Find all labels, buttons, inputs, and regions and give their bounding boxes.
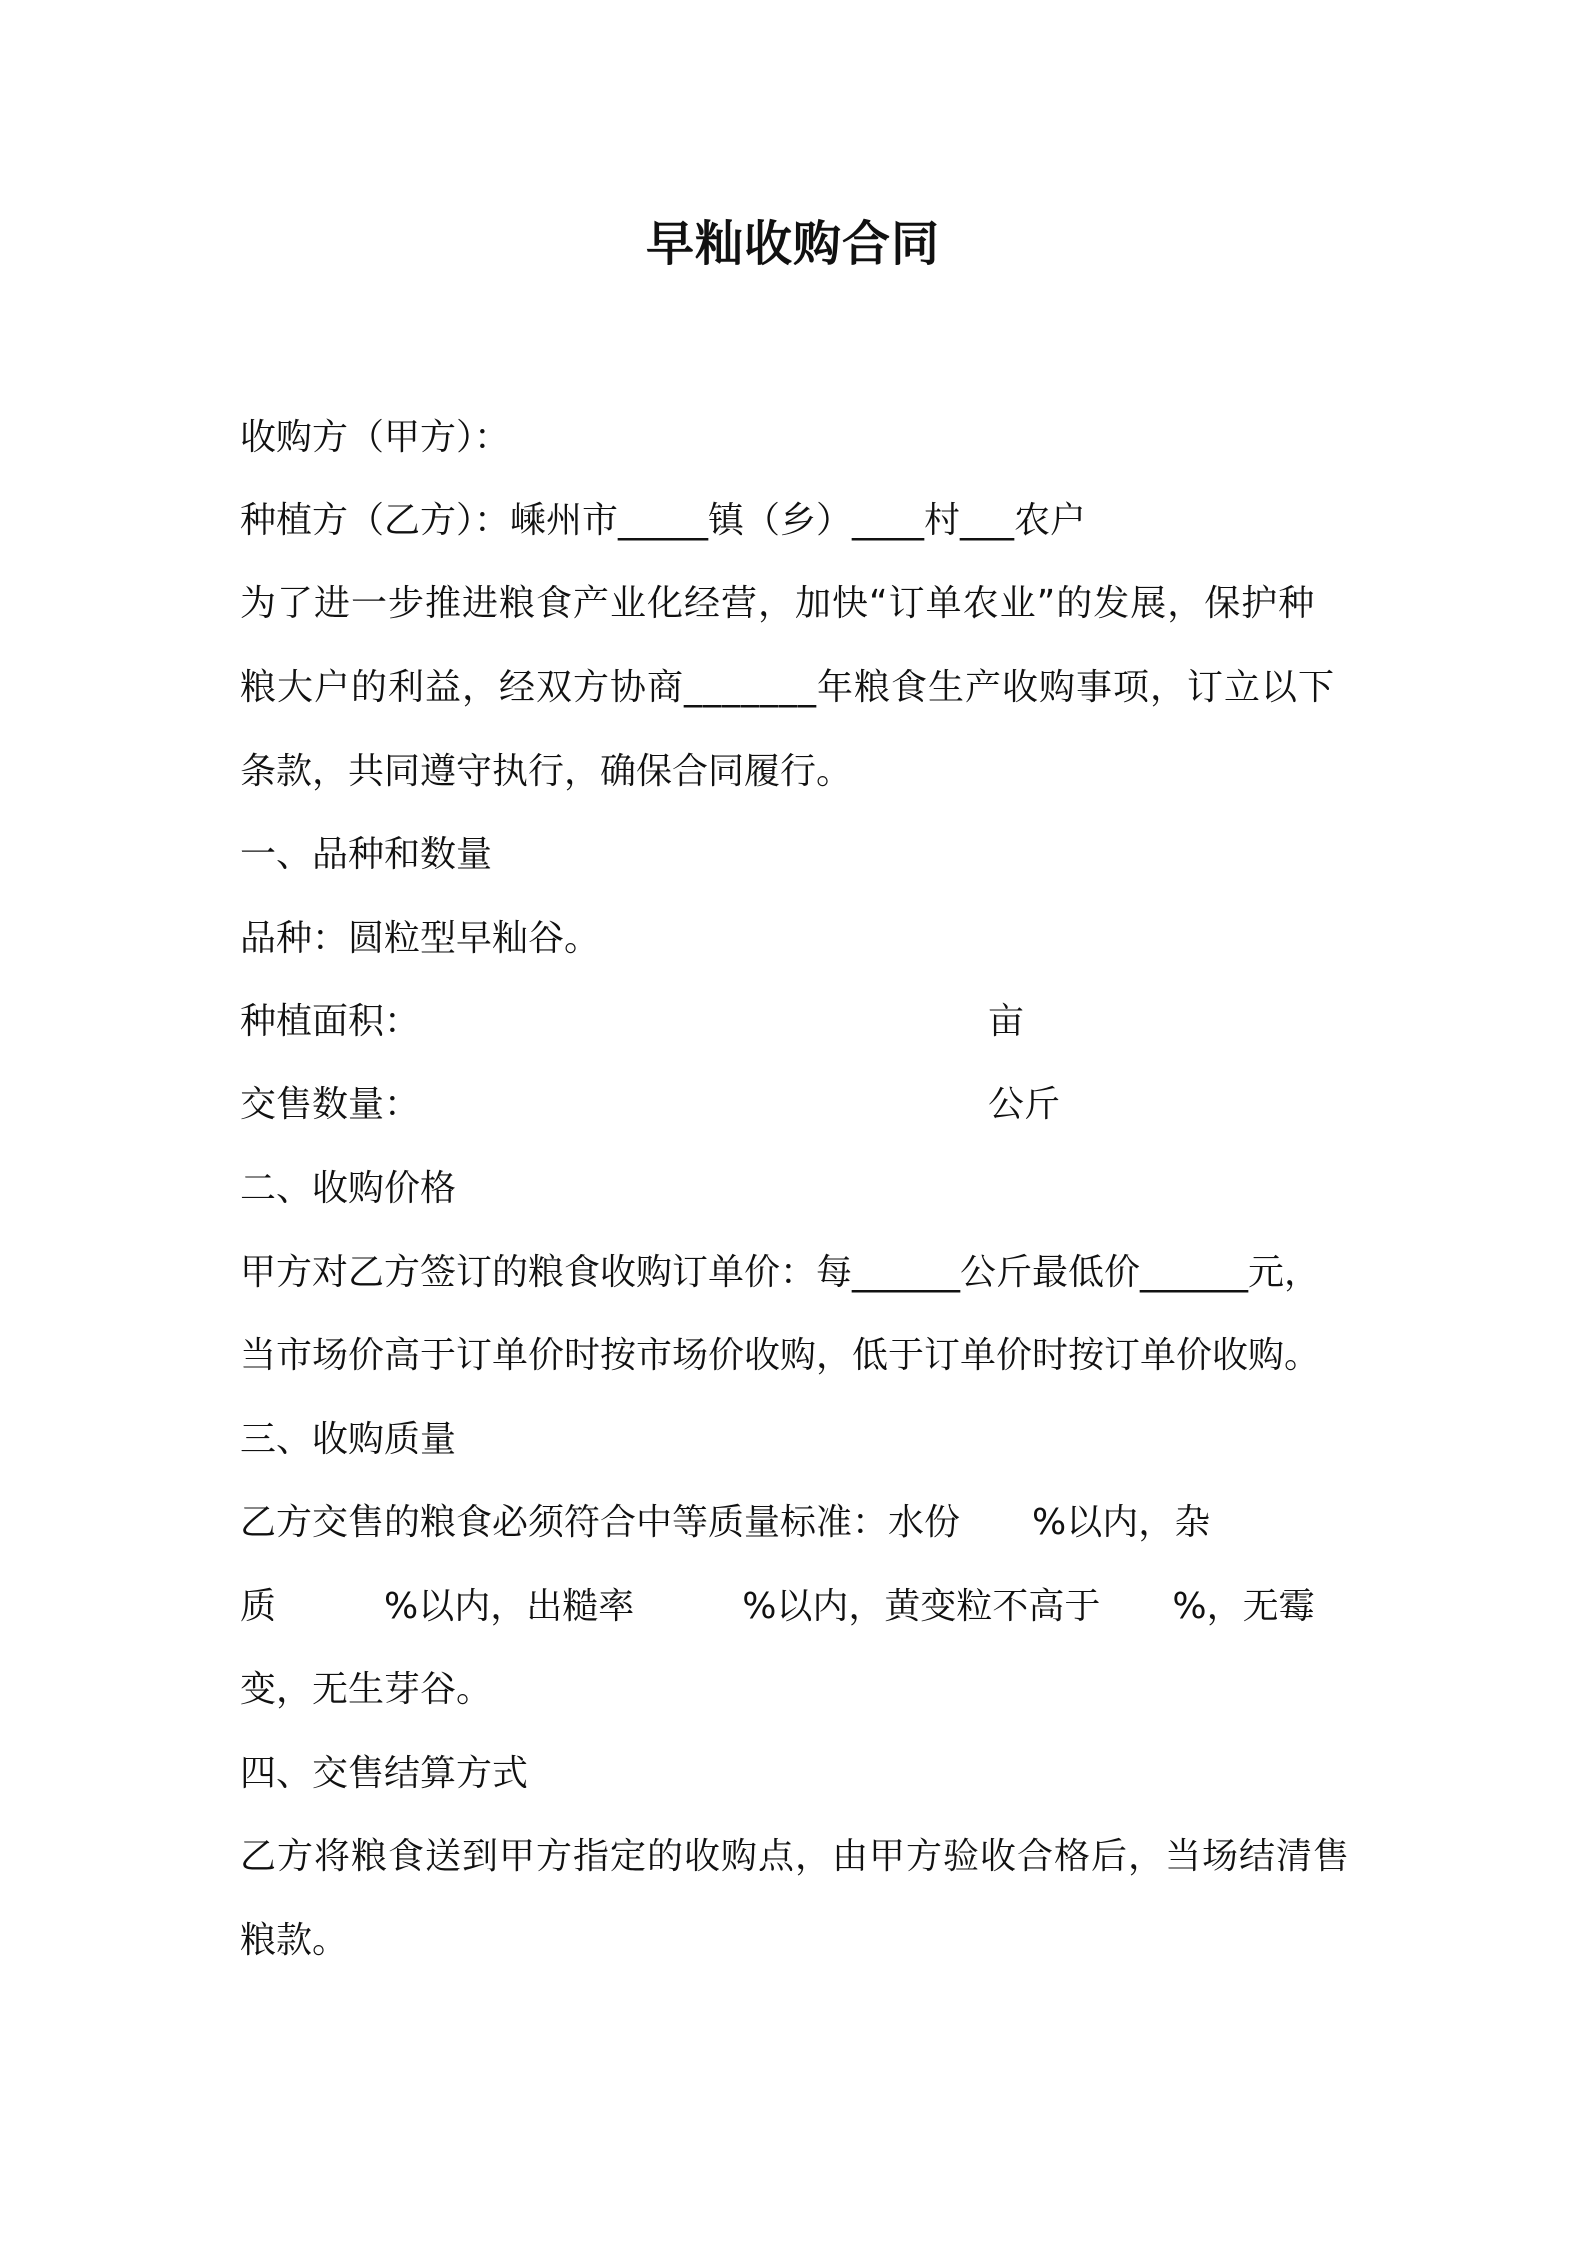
quality-line-1: 乙方交售的粮食必须符合中等质量标准：水份 %以内，杂 [240, 1502, 1211, 1543]
intro-paragraph-line-3: 条款，共同遵守执行，确保合同履行。 [240, 751, 853, 792]
planting-area-line [240, 998, 1025, 1046]
price-line-2: 当市场价高于订单价时按市场价收购，低于订单价时按订单价收购。 [240, 1335, 1321, 1376]
section-1-heading: 一、品种和数量 [240, 834, 493, 875]
party-b-line: 种植方（乙方）：嵊州市_____镇（乡）____村___农户 [240, 500, 1087, 541]
section-2-heading: 二、收购价格 [240, 1168, 457, 1209]
variety-line: 品种：圆粒型早籼谷。 [240, 918, 601, 959]
planting-area-label: 种植面积： [240, 1001, 421, 1042]
section-3-heading: 三、收购质量 [240, 1419, 457, 1460]
price-line-1: 甲方对乙方签订的粮食收购订单价：每______公斤最低价______元， [240, 1252, 1321, 1293]
quantity-label: 交售数量： [240, 1084, 421, 1125]
document-title: 早籼收购合同 [645, 216, 940, 272]
quantity-line [240, 1081, 1061, 1129]
intro-paragraph-line-1: 为了进一步推进粮食产业化经营，加快“订单农业”的发展，保护种 [240, 583, 1316, 624]
area-unit: 亩 [988, 1001, 1025, 1042]
quality-line-2: 质 %以内，出糙率 %以内，黄变粒不高于 %，无霉 [240, 1586, 1315, 1627]
quality-line-3: 变，无生芽谷。 [240, 1669, 493, 1710]
settlement-line-1: 乙方将粮食送到甲方指定的收购点，由甲方验收合格后，当场结清售 [240, 1836, 1351, 1877]
settlement-line-2: 粮款。 [240, 1920, 349, 1961]
section-4-heading: 四、交售结算方式 [240, 1753, 529, 1794]
party-a-line: 收购方（甲方）： [240, 417, 511, 458]
intro-paragraph-line-2: 粮大户的利益，经双方协商_______年粮食生产收购事项，订立以下 [240, 667, 1336, 708]
quantity-unit: 公斤 [988, 1084, 1061, 1125]
